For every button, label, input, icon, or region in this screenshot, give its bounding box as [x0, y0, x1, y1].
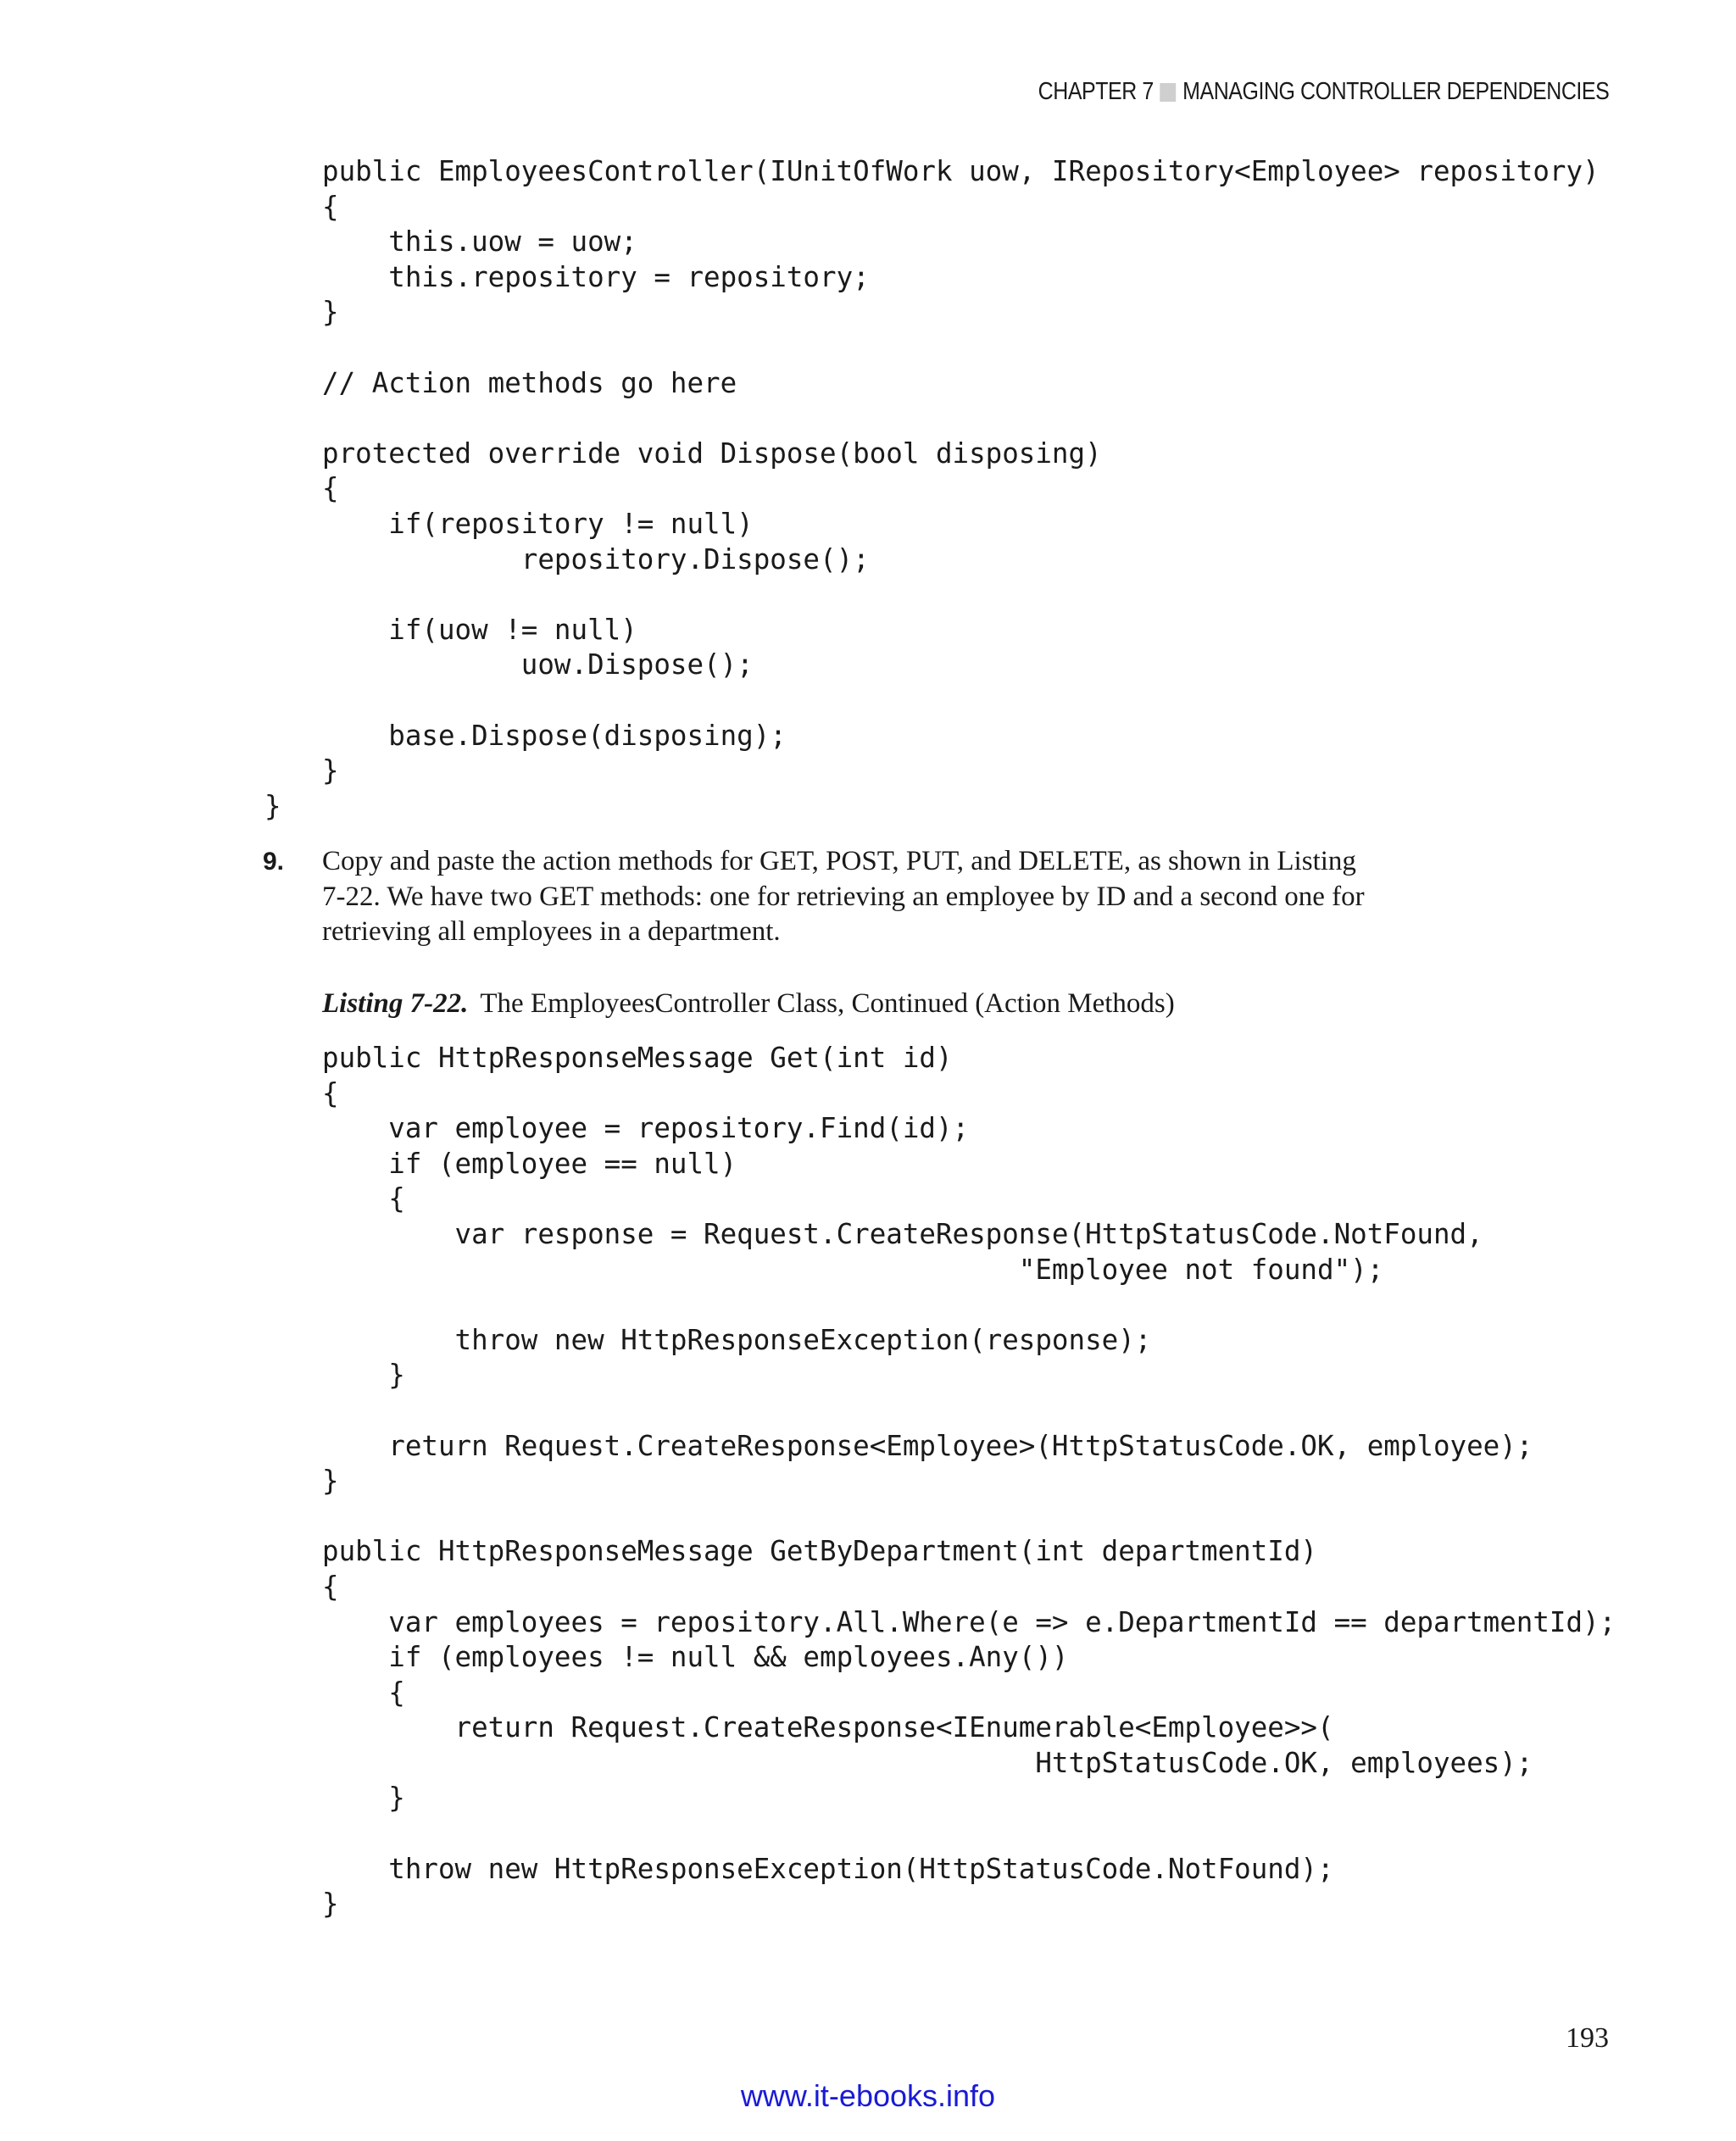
listing-title: The EmployeesController Class, Continued (Action Methods) — [480, 988, 1175, 1019]
running-head — [1038, 78, 1609, 106]
listing-label: Listing 7-22. — [322, 988, 469, 1019]
step-text: Copy and paste the action methods for GET, POST, PUT, and DELETE, as shown in Listing 7-22. We have two GET methods: one for retrieving an employee by ID and a second one for retrieving all employees in a department. — [322, 846, 1365, 948]
footer-link[interactable]: www.it-ebooks.info — [740, 2078, 996, 2113]
code-block-listing-7-22: public HttpResponseMessage Get(int id) { var employee = repository.Find(id); if (employee == null) { var response = Request.CreateResponse(HttpStatusCode.NotFound, "Employee not found"); throw new HttpResponseException(response); } return Request.CreateResponse<Employee>(HttpStatusCode.OK, employee); } public HttpResponseMessage GetByDepartment(int departmentId) { var employees = repository.All.Where(e => e.DepartmentId == departmentId); if (employees != null && employees.Any()) { return Request.CreateResponse<IEnumerable<Employee>>( HttpStatusCode.OK, employees); } throw new HttpResponseException(HttpStatusCode.NotFound); } — [322, 1042, 1616, 1921]
chapter-title: MANAGING CONTROLLER DEPENDENCIES — [1182, 78, 1609, 105]
listing-caption — [322, 987, 1175, 1022]
square-separator-icon — [1160, 83, 1176, 102]
code-top-class-close: } — [264, 789, 281, 822]
chapter-label: CHAPTER 7 — [1038, 78, 1154, 105]
code-top-body: public EmployeesController(IUnitOfWork uow, IRepository<Employee> repository) { this.uow = uow; this.repository = repository; } // Action methods go here protected override void Dispose(bool disposing) { if(repository != null) repository.Dispose(); if(uow != null) uow.Dispose(); base.Dispose(disposing); } — [322, 155, 1600, 787]
code-block-constructor-dispose — [264, 154, 1600, 824]
page-number: 193 — [1566, 2022, 1609, 2054]
step-number: 9. — [263, 848, 285, 876]
